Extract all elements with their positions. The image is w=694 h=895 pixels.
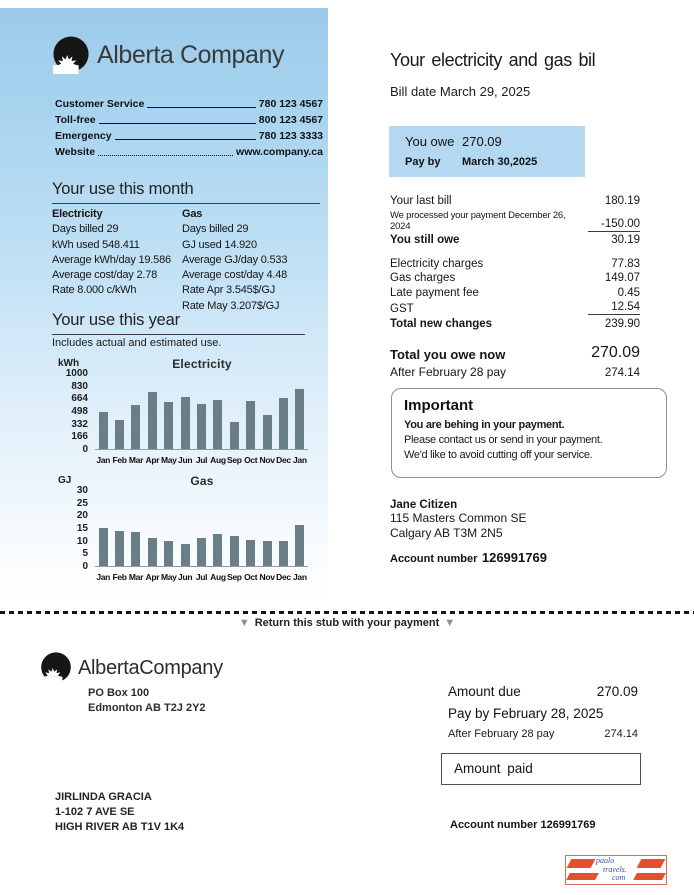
recipient-line: HIGH RIVER AB T1V 1K4 (55, 821, 185, 833)
y-axis-ticks (46, 486, 95, 572)
chart-bar-mar-2 (131, 405, 140, 449)
chart-bar-aug-7 (213, 400, 222, 449)
contact-label: Customer Service (55, 98, 145, 110)
chart-bar-apr-3 (148, 392, 157, 449)
plot-area (95, 491, 308, 567)
row-label: Electricity charges (390, 257, 484, 270)
bill-date: Bill date March 29, 2025 (390, 84, 531, 99)
pay-by-row (405, 156, 585, 168)
chart-bar-dec-11 (279, 398, 288, 449)
chart-bar-may-4 (164, 541, 173, 566)
watermark-line: com (612, 873, 626, 882)
stub-amount-due-row (448, 684, 638, 699)
x-tick-label: Mar (128, 455, 144, 465)
contact-value: www.company.ca (236, 146, 323, 158)
y-tick-label: 30 (76, 485, 88, 496)
dotted-leader (115, 139, 256, 140)
row-label: We processed your payment December 26, 2024 (390, 209, 566, 232)
customer-address-block (390, 499, 547, 567)
row-label: Your last bill (390, 195, 452, 207)
summary-row-total-new (390, 318, 640, 330)
gas-usage-chart (46, 473, 312, 585)
return-stub-text: Return this stub with your payment (254, 617, 440, 629)
amount-paid-label: Amount paid (454, 761, 533, 776)
contact-label: Toll-free (55, 114, 96, 126)
y-tick-label: 20 (76, 510, 88, 522)
stat-line: Days billed 29 (52, 223, 119, 236)
y-tick-label: 664 (71, 393, 88, 405)
bar-cell (210, 374, 226, 449)
recipient-address-block (55, 790, 184, 835)
bar-cell (193, 491, 209, 566)
stub-account-number: Account number 126991769 (450, 819, 596, 831)
y-tick-label: 332 (71, 418, 88, 430)
row-amount: 12.54 (588, 301, 640, 315)
chart-bar-jun-5 (181, 544, 190, 567)
summary-row-after-date (390, 365, 640, 379)
chart-body (46, 368, 308, 455)
row-amount: 180.19 (604, 195, 640, 207)
row-amount: 274.14 (604, 366, 640, 379)
watermark-bar (566, 873, 599, 880)
x-tick-label: Nov (259, 572, 275, 582)
tear-off-dashed-line (0, 611, 694, 614)
x-tick-label: Jun (178, 572, 193, 582)
stat-line: GJ used 14.920 (182, 238, 257, 251)
amount-paid-field (441, 753, 641, 785)
stub-company-name: AlbertaCompany (78, 656, 223, 679)
bar-cell (226, 491, 242, 566)
row-label: You still owe (390, 234, 460, 246)
summary-row-late-fee (390, 287, 640, 299)
chart-title: Gas (190, 474, 214, 488)
contact-value: 780 123 4567 (258, 98, 323, 110)
stat-line: Average cost/day 4.48 (182, 269, 288, 282)
after-date-value: 274.14 (604, 728, 638, 740)
x-tick-label: Oct (244, 572, 258, 582)
chart-bar-nov-10 (263, 415, 272, 450)
gas-stats-column (182, 207, 332, 314)
stat-line: Rate Apr 3.545$/GJ (182, 284, 276, 297)
sunrise-logo-icon (52, 36, 90, 74)
recipient-line: 1-102 7 AVE SE (55, 806, 135, 818)
amount-due-value: 270.09 (596, 684, 638, 699)
contact-label: Website (55, 146, 96, 158)
bar-series (95, 374, 308, 449)
x-tick-label: Feb (112, 572, 127, 582)
x-tick-label: Jan (293, 572, 307, 582)
important-title: Important (404, 397, 474, 414)
watermark-line: paulo (596, 856, 615, 865)
account-number-value: 126991769 (481, 550, 547, 565)
chart-bar-feb-1 (115, 531, 124, 566)
you-owe-row (405, 134, 585, 149)
y-tick-label: 10 (76, 535, 88, 547)
bar-cell (144, 374, 160, 449)
x-tick-label: Oct (244, 455, 258, 465)
stub-after-date-row (448, 728, 638, 740)
down-triangle-icon: ▼ (444, 617, 456, 629)
account-number-label: Account number (390, 553, 478, 565)
stat-line: Days billed 29 (182, 223, 249, 236)
contact-label: Emergency (55, 130, 112, 142)
chart-bar-jan-12 (295, 525, 304, 566)
chart-bar-sep-8 (230, 536, 239, 566)
customer-name: Jane Citizen (390, 499, 458, 511)
bar-cell (111, 491, 127, 566)
pay-by-value: March 30,2025 (462, 156, 538, 168)
row-label: Late payment fee (390, 286, 479, 299)
bar-cell (243, 374, 259, 449)
use-this-month-title: Your use this month (52, 180, 320, 204)
down-triangle-icon: ▼ (238, 617, 250, 629)
bar-cell (177, 491, 193, 566)
bar-cell (161, 491, 177, 566)
watermark-bar (633, 873, 666, 880)
chart-bar-jan-12 (295, 389, 304, 449)
y-axis-ticks (46, 369, 95, 455)
x-axis-labels (95, 572, 308, 582)
stat-line: Average cost/day 2.78 (52, 269, 158, 282)
stat-line: Rate 8.000 c/kWh (52, 284, 137, 297)
usage-note: Includes actual and estimated use. (52, 337, 222, 349)
watermark-logo (565, 855, 667, 885)
monthly-usage-stats (52, 207, 332, 314)
chart-bar-mar-2 (131, 532, 140, 566)
bar-cell (95, 491, 111, 566)
you-owe-amount: 270.09 (462, 134, 502, 149)
stat-line: Rate May 3.207$/GJ (182, 299, 280, 312)
x-tick-label: Apr (145, 572, 160, 582)
dotted-leader (147, 107, 255, 108)
important-line: Please contact us or send in your payment. (404, 434, 603, 446)
chart-bar-oct-9 (246, 401, 255, 449)
chart-bar-dec-11 (279, 541, 288, 567)
watermark-text (596, 857, 627, 883)
contact-row-emergency (55, 126, 323, 142)
contact-row-website (55, 142, 323, 158)
bar-cell (292, 374, 308, 449)
stat-line: Average kWh/day 19.586 (52, 253, 171, 266)
you-owe-label: You owe (405, 134, 455, 149)
contact-row-customer-service (55, 94, 323, 110)
company-logo-row (52, 36, 284, 74)
summary-row-total-owe-now (390, 344, 640, 362)
important-notice-box (391, 388, 667, 478)
x-tick-label: May (160, 455, 177, 465)
row-label: Total new changes (390, 317, 493, 330)
watermark-bar (567, 859, 596, 868)
x-axis-labels (95, 455, 308, 465)
bar-cell (161, 374, 177, 449)
contact-row-toll-free (55, 110, 323, 126)
x-tick-label: Mar (128, 572, 144, 582)
x-tick-label: Jul (195, 455, 208, 465)
amount-due-label: Amount due (448, 684, 521, 699)
row-amount: 149.07 (604, 272, 640, 284)
chart-bar-sep-8 (230, 422, 239, 449)
y-tick-label: 166 (71, 431, 88, 443)
row-amount: 77.83 (611, 257, 640, 270)
plot-area (95, 374, 308, 450)
row-amount: -150.00 (588, 218, 640, 232)
chart-bar-jun-5 (181, 397, 190, 449)
electricity-usage-chart (46, 356, 312, 468)
row-label: Total you owe now (390, 347, 506, 362)
electricity-heading: Electricity (52, 208, 103, 220)
bill-title: Your electricity and gas bil (390, 50, 596, 70)
bar-cell (275, 491, 291, 566)
bar-cell (128, 374, 144, 449)
row-amount: 30.19 (611, 234, 640, 246)
y-tick-label: 0 (82, 443, 88, 455)
bar-cell (226, 374, 242, 449)
bar-cell (193, 374, 209, 449)
use-this-year-title: Your use this year (52, 311, 305, 335)
you-owe-box (389, 126, 585, 177)
y-tick-label: 830 (71, 380, 88, 392)
x-tick-label: Apr (145, 455, 160, 465)
account-number-row (390, 549, 547, 567)
x-tick-label: Dec (276, 455, 291, 465)
x-tick-label: Jan (96, 455, 111, 465)
y-tick-label: 0 (82, 560, 88, 572)
bar-cell (275, 374, 291, 449)
customer-address-line: Calgary AB T3M 2N5 (390, 525, 503, 540)
recipient-line: JIRLINDA GRACIA (55, 791, 152, 803)
bar-series (95, 491, 308, 566)
chart-body (46, 485, 308, 572)
row-label: GST (390, 303, 414, 315)
important-line: We'd like to avoid cutting off your service. (404, 449, 593, 461)
y-tick-label: 15 (76, 522, 88, 534)
summary-row-electricity (390, 258, 640, 270)
summary-row-payment-processed (390, 210, 640, 232)
chart-title: Electricity (172, 357, 232, 371)
watermark-bar (637, 859, 666, 868)
bar-cell (128, 491, 144, 566)
x-tick-label: Jun (178, 455, 193, 465)
y-tick-label: 498 (71, 405, 88, 417)
stub-company-address (88, 686, 206, 716)
chart-bar-nov-10 (263, 541, 272, 566)
bar-cell (177, 374, 193, 449)
bar-cell (111, 374, 127, 449)
chart-bar-apr-3 (148, 538, 157, 566)
dotted-leader (99, 123, 256, 124)
x-tick-label: Dec (276, 572, 291, 582)
watermark-line: travels. (603, 864, 627, 874)
summary-row-gas (390, 272, 640, 284)
x-tick-label: Aug (210, 455, 226, 465)
customer-address-line: 115 Masters Common SE (390, 511, 527, 525)
bar-cell (259, 374, 275, 449)
stat-line: Average GJ/day 0.533 (182, 253, 288, 266)
chart-bar-jan-0 (99, 528, 108, 566)
bar-cell (292, 491, 308, 566)
chart-bar-aug-7 (213, 534, 222, 566)
row-amount: 0.45 (617, 286, 640, 299)
x-tick-label: Jul (195, 572, 208, 582)
row-label: Gas charges (390, 272, 456, 284)
dotted-leader (98, 155, 233, 156)
chart-bar-jan-0 (99, 412, 108, 450)
stub-pay-by: Pay by February 28, 2025 (448, 706, 604, 721)
summary-row-last-bill (390, 195, 640, 207)
y-axis-unit-label: GJ (58, 475, 72, 486)
bar-cell (95, 374, 111, 449)
x-tick-label: Aug (210, 572, 226, 582)
summary-row-gst (390, 301, 640, 315)
important-line: You are behing in your payment. (404, 419, 565, 431)
x-tick-label: Feb (112, 455, 127, 465)
return-stub-instruction (0, 617, 694, 629)
bar-cell (259, 491, 275, 566)
chart-bar-oct-9 (246, 540, 255, 566)
bar-cell (243, 491, 259, 566)
contact-value: 780 123 3333 (258, 130, 323, 142)
after-date-label: After February 28 pay (448, 728, 555, 740)
x-tick-label: Nov (259, 455, 275, 465)
charges-summary (390, 195, 640, 381)
x-tick-label: Jan (96, 572, 111, 582)
bar-cell (144, 491, 160, 566)
y-tick-label: 5 (82, 548, 88, 560)
x-tick-label: Sep (226, 455, 242, 465)
row-amount: 270.09 (591, 344, 640, 361)
stub-logo-row (40, 652, 223, 684)
x-tick-label: May (160, 572, 177, 582)
contact-list (55, 94, 323, 158)
chart-bar-jul-6 (197, 404, 206, 449)
row-label: After February 28 pay (390, 364, 507, 379)
gas-heading: Gas (182, 208, 203, 220)
chart-bar-feb-1 (115, 420, 124, 449)
contact-value: 800 123 4567 (258, 114, 323, 126)
stat-line: kWh used 548.411 (52, 238, 140, 251)
y-axis-unit-label: kWh (58, 358, 80, 369)
stub-city-line: Edmonton AB T2J 2Y2 (88, 702, 206, 714)
y-tick-label: 25 (76, 497, 88, 509)
y-tick-label: 1000 (65, 368, 88, 379)
x-tick-label: Jan (293, 455, 307, 465)
chart-bar-jul-6 (197, 538, 206, 567)
sunrise-logo-icon (40, 652, 72, 684)
row-amount: 239.90 (604, 317, 640, 330)
summary-row-still-owe (390, 234, 640, 246)
bar-cell (210, 491, 226, 566)
pay-by-label: Pay by (405, 156, 441, 168)
stub-po-box: PO Box 100 (88, 687, 150, 699)
electricity-stats-column (52, 207, 182, 314)
chart-bar-may-4 (164, 402, 173, 449)
x-tick-label: Sep (226, 572, 242, 582)
company-name: Alberta Company (97, 40, 285, 69)
